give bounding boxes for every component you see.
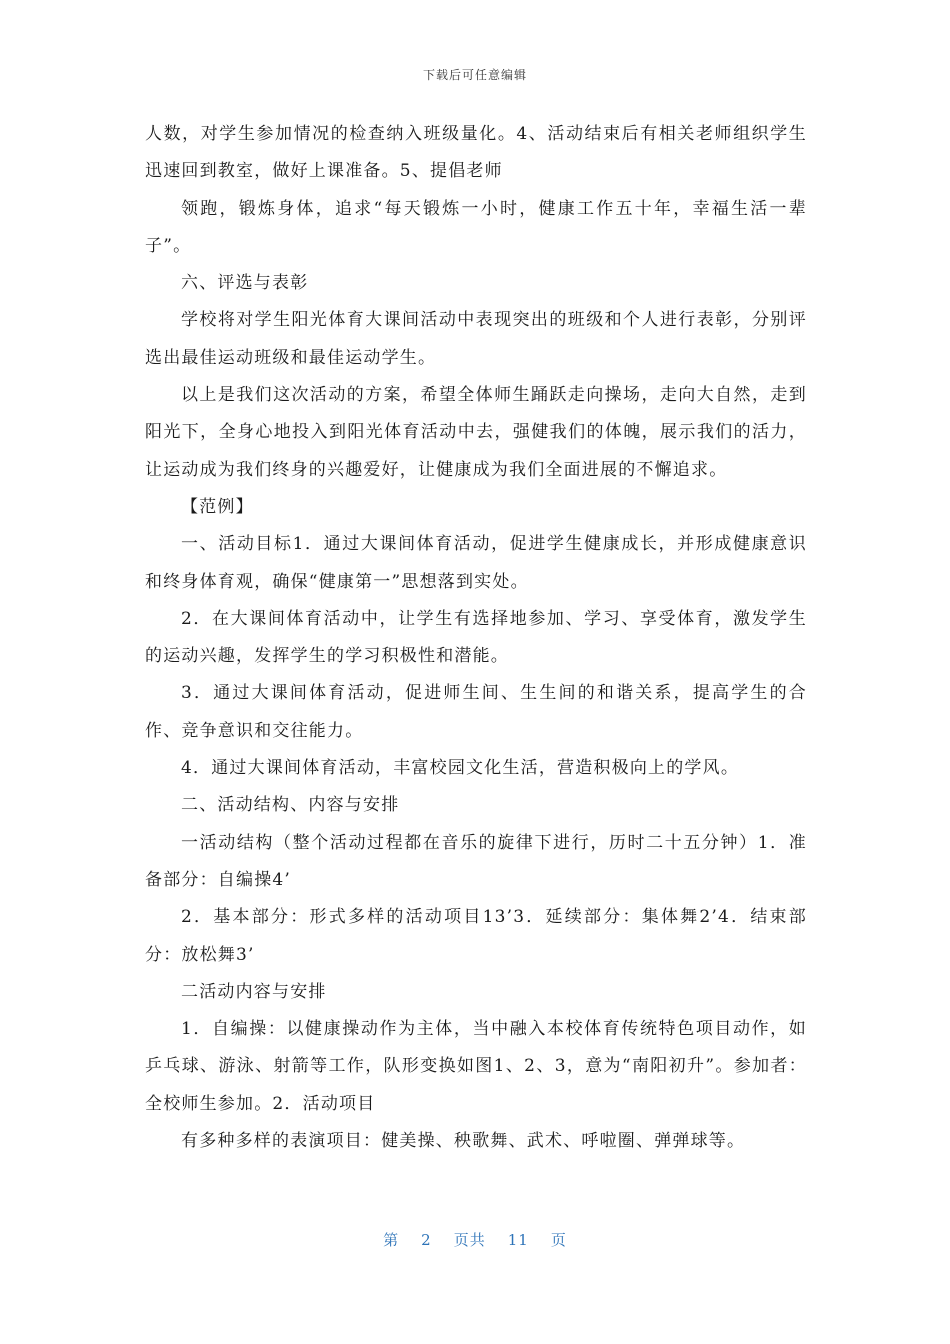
page-header: 下载后可任意编辑 [422, 68, 527, 82]
paragraph: 有多种多样的表演项目：健美操、秧歌舞、武术、呼啦圈、弹弹球等。 [181, 1131, 746, 1152]
page-footer [0, 1229, 950, 1250]
paragraph: 一活动结构（整个活动过程都在音乐的旋律下进行，历时二十五分钟）1．准备部分：自编操4’ [145, 832, 807, 890]
footer-prefix: 第 [383, 1231, 400, 1249]
paragraph: 1．自编操：以健康操动作为主体，当中融入本校体育传统特色项目动作，如乒乓球、游泳、射箭等工作，队形变换如图1、2、3，意为“南阳初升”。参加者：全校师生参加。2．活动项目 [145, 1019, 807, 1114]
paragraph: 一、活动目标1．通过大课间体育活动，促进学生健康成长，并形成健康意识和终身体育观，确保“健康第一”思想落到实处。 [145, 534, 807, 592]
paragraph: 2．基本部分：形式多样的活动项目13’3．延续部分：集体舞2’4．结束部分：放松舞3’ [145, 907, 807, 965]
paragraph: 4．通过大课间体育活动，丰富校园文化生活，营造积极向上的学风。 [181, 758, 740, 779]
paragraph: 3．通过大课间体育活动，促进师生间、生生间的和谐关系，提高学生的合作、竞争意识和交往能力。 [145, 683, 807, 741]
current-page-number: 2 [421, 1231, 432, 1249]
section-heading: 六、评选与表彰 [181, 273, 309, 294]
total-pages-number: 11 [507, 1231, 529, 1249]
example-heading: 【范例】 [181, 496, 254, 517]
paragraph: 2．在大课间体育活动中，让学生有选择地参加、学习、享受体育，激发学生的运动兴趣，发挥学生的学习积极性和潜能。 [145, 608, 807, 667]
document-body [145, 116, 807, 1160]
section-heading: 二活动内容与安排 [181, 981, 327, 1002]
paragraph: 人数，对学生参加情况的检查纳入班级量化。4、活动结束后有相关老师组织学生迅速回到教室，做好上课准备。5、提倡老师 [145, 124, 807, 182]
section-heading: 二、活动结构、内容与安排 [181, 795, 400, 816]
paragraph: 学校将对学生阳光体育大课间活动中表现突出的班级和个人进行表彰，分别评选出最佳运动班级和最佳运动学生。 [145, 310, 807, 368]
paragraph: 领跑，锻炼身体，追求“每天锻炼一小时，健康工作五十年，幸福生活一辈子”。 [145, 198, 807, 256]
footer-middle: 页共 [453, 1231, 486, 1249]
paragraph: 以上是我们这次活动的方案，希望全体师生踊跃走向操场，走向大自然，走到阳光下，全身心地投入到阳光体育活动中去，强健我们的体魄，展示我们的活力，让运动成为我们终身的兴趣爱好，让健康成为我们全面进展的不懈追求。 [145, 385, 807, 480]
footer-suffix: 页 [550, 1231, 567, 1249]
